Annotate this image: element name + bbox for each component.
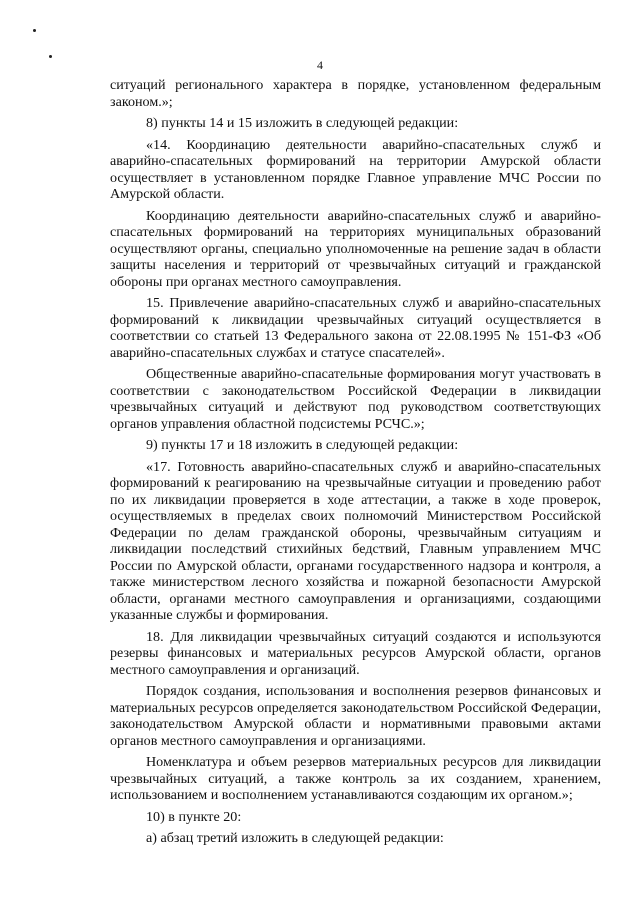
- paragraph-clause-18-procedure: Порядок создания, использования и восполнения резервов финансовых и материальных ресурсов определяется законодательством Российской Федерации, законодательством Амурской области и нормативными правовыми актами органов местного самоуправления и организациями.: [110, 683, 601, 749]
- paragraph-clause-18: 18. Для ликвидации чрезвычайных ситуаций создаются и используются резервы финансовых и материальных ресурсов Амурской области, органов местного самоуправления и организаций.: [110, 628, 601, 678]
- paragraph-clause-17: «17. Готовность аварийно-спасательных служб и аварийно-спасательных формирований к реагированию на чрезвычайные ситуации и проведению работ по их ликвидации проверяется в ходе аттестации, а также в ходе проверок, осуществляемых в пределах своих полномочий Министерством Российской Федерации по делам гражданской обороны, чрезвычайным ситуациям и ликвидации последствий стихийных бедствий, Главным управлением МЧС России по Амурской области, органами государственного надзора и контроля, а также министерством лесного хозяйства и пожарной безопасности Амурской области, органами местного самоуправления и организациями, создающими указанные службы и формирования.: [110, 458, 601, 623]
- paragraph-item-10: 10) в пункте 20:: [146, 808, 242, 825]
- page-number: 4: [317, 58, 323, 72]
- paragraph-clause-18-nomenclature: Номенклатура и объем резервов материальных ресурсов для ликвидации чрезвычайных ситуаций, а также контроль за их созданием, хранением, использованием и восполнением устанавливаются создающим их органом.»;: [110, 754, 601, 803]
- paragraph-item-10-a: а) абзац третий изложить в следующей редакции:: [146, 830, 444, 846]
- paragraph-continuation: ситуаций регионального характера в порядке, установленном федеральным законом.»;: [110, 77, 601, 110]
- paragraph-clause-14: «14. Координацию деятельности аварийно-спасательных служб и аварийно-спасательных формирований на территории Амурской области осуществляет в установленном порядке Главное управление МЧС России по Амурской области.: [110, 136, 601, 202]
- paragraph-clause-15-public: Общественные аварийно-спасательные формирования могут участвовать в соответствии с законодательством Российской Федерации в ликвидации чрезвычайных ситуаций и действуют под руководством соответствующих органов управления областной подсистемы РСЧС.»;: [110, 366, 601, 432]
- paragraph-item-8: 8) пункты 14 и 15 изложить в следующей редакции:: [146, 115, 459, 131]
- paragraph-clause-14-coordination: Координацию деятельности аварийно-спасательных служб и аварийно-спасательных формирований на территориях муниципальных образований осуществляют органы, специально уполномоченные на решение задач в области защиты населения и территорий от чрезвычайных ситуаций и гражданской обороны при органах местного самоуправления.: [110, 207, 601, 290]
- scan-mark: [33, 29, 36, 32]
- paragraph-clause-15: 15. Привлечение аварийно-спасательных служб и аварийно-спасательных формирований к ликвидации чрезвычайных ситуаций осуществляется в соответствии со статьей 13 Федерального закона от 22.08.1995 № 151-ФЗ «Об аварийно-спасательных службах и статусе спасателей».: [110, 295, 601, 361]
- paragraph-item-9: 9) пункты 17 и 18 изложить в следующей редакции:: [146, 437, 459, 453]
- document-body: [110, 77, 601, 852]
